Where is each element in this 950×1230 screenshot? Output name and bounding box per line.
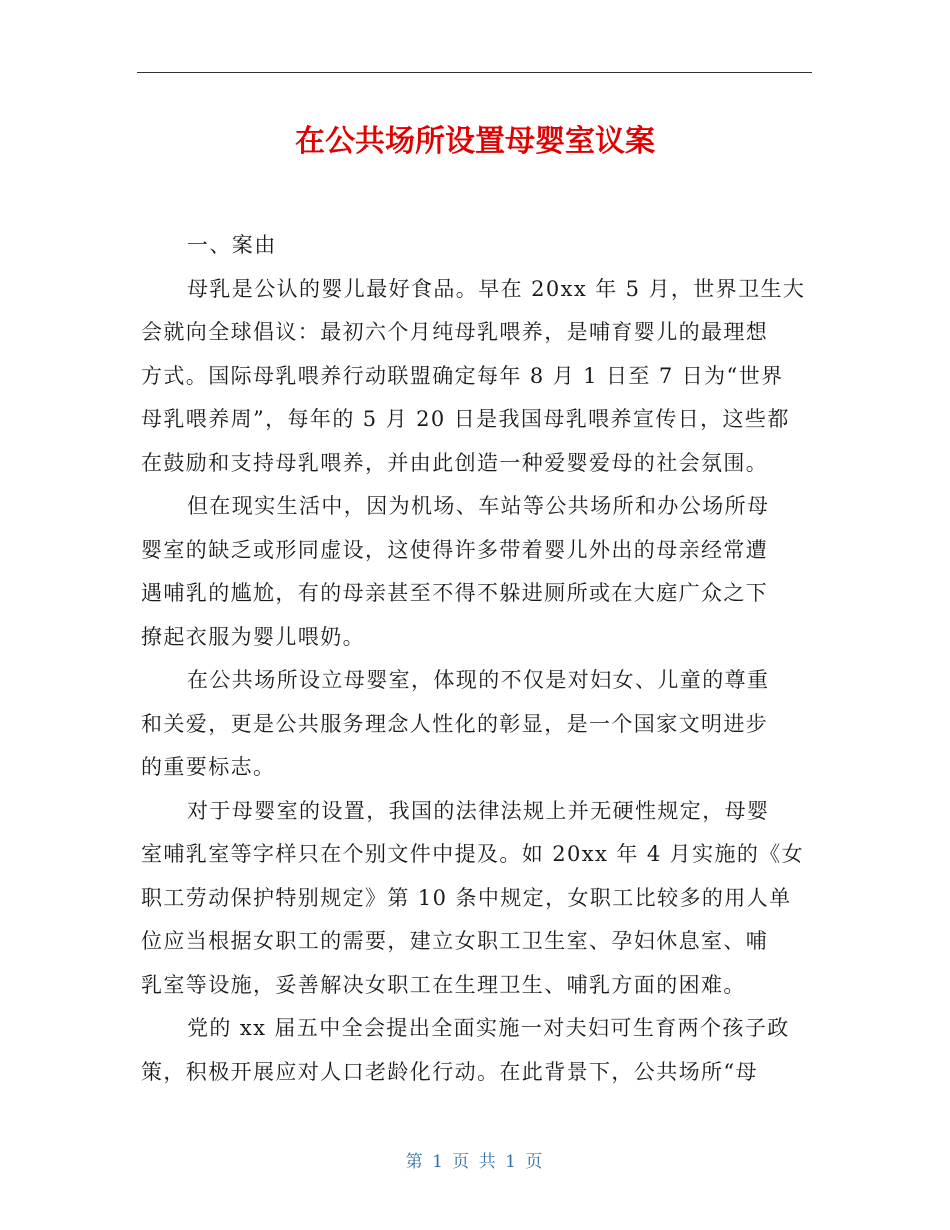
body-text-line: 职工劳动保护特别规定》第 10 条中规定，女职工比较多的用人单 [141, 885, 792, 910]
body-text-line: 对于母婴室的设置，我国的法律法规上并无硬性规定，母婴 [187, 798, 770, 823]
body-text-line: 和关爱，更是公共服务理念人性化的彰显，是一个国家文明进步 [141, 711, 769, 736]
body-text-line: 遇哺乳的尴尬，有的母亲甚至不得不躲进厕所或在大庭广众之下 [141, 581, 769, 605]
body-text-line: 策，积极开展应对人口老龄化行动。在此背景下，公共场所“母 [141, 1059, 758, 1084]
body-text-line: 一、案由 [187, 233, 277, 257]
body-text-line: 母乳喂养周”，每年的 5 月 20 日是我国母乳喂养宣传日，这些都 [141, 407, 790, 431]
body-text-line: 在公共场所设立母婴室，体现的不仅是对妇女、儿童的尊重 [187, 668, 770, 692]
body-text-line: 室哺乳室等字样只在个别文件中提及。如 20xx 年 4 月实施的《女 [141, 842, 805, 866]
body-text-line: 的重要标志。 [141, 755, 276, 779]
page-footer: 第 1 页 共 1 页 [405, 1152, 545, 1172]
body-text-line: 党的 xx 届五中全会提出全面实施一对夫妇可生育两个孩子政 [187, 1016, 790, 1040]
body-text-line: 方式。国际母乳喂养行动联盟确定每年 8 月 1 日至 7 日为“世界 [141, 363, 784, 388]
body-text-line: 会就向全球倡议：最初六个月纯母乳喂养，是哺育婴儿的最理想 [141, 320, 769, 344]
document-title: 在公共场所设置母婴室议案 [295, 124, 655, 159]
document-body [141, 224, 809, 1094]
body-text-line: 撩起衣服为婴儿喂奶。 [141, 624, 365, 649]
body-text-line: 但在现实生活中，因为机场、车站等公共场所和办公场所母 [187, 494, 770, 518]
body-text-line: 母乳是公认的婴儿最好食品。早在 20xx 年 5 月，世界卫生大 [187, 276, 806, 301]
body-text-line: 乳室等设施，妥善解决女职工在生理卫生、哺乳方面的困难。 [141, 972, 746, 997]
header-rule [137, 72, 812, 73]
body-text-line: 婴室的缺乏或形同虚设，这使得许多带着婴儿外出的母亲经常遭 [141, 537, 769, 562]
body-text-line: 在鼓励和支持母乳喂养，并由此创造一种爱婴爱母的社会氛围。 [141, 450, 769, 475]
body-text-line: 位应当根据女职工的需要，建立女职工卫生室、孕妇休息室、哺 [141, 929, 769, 953]
